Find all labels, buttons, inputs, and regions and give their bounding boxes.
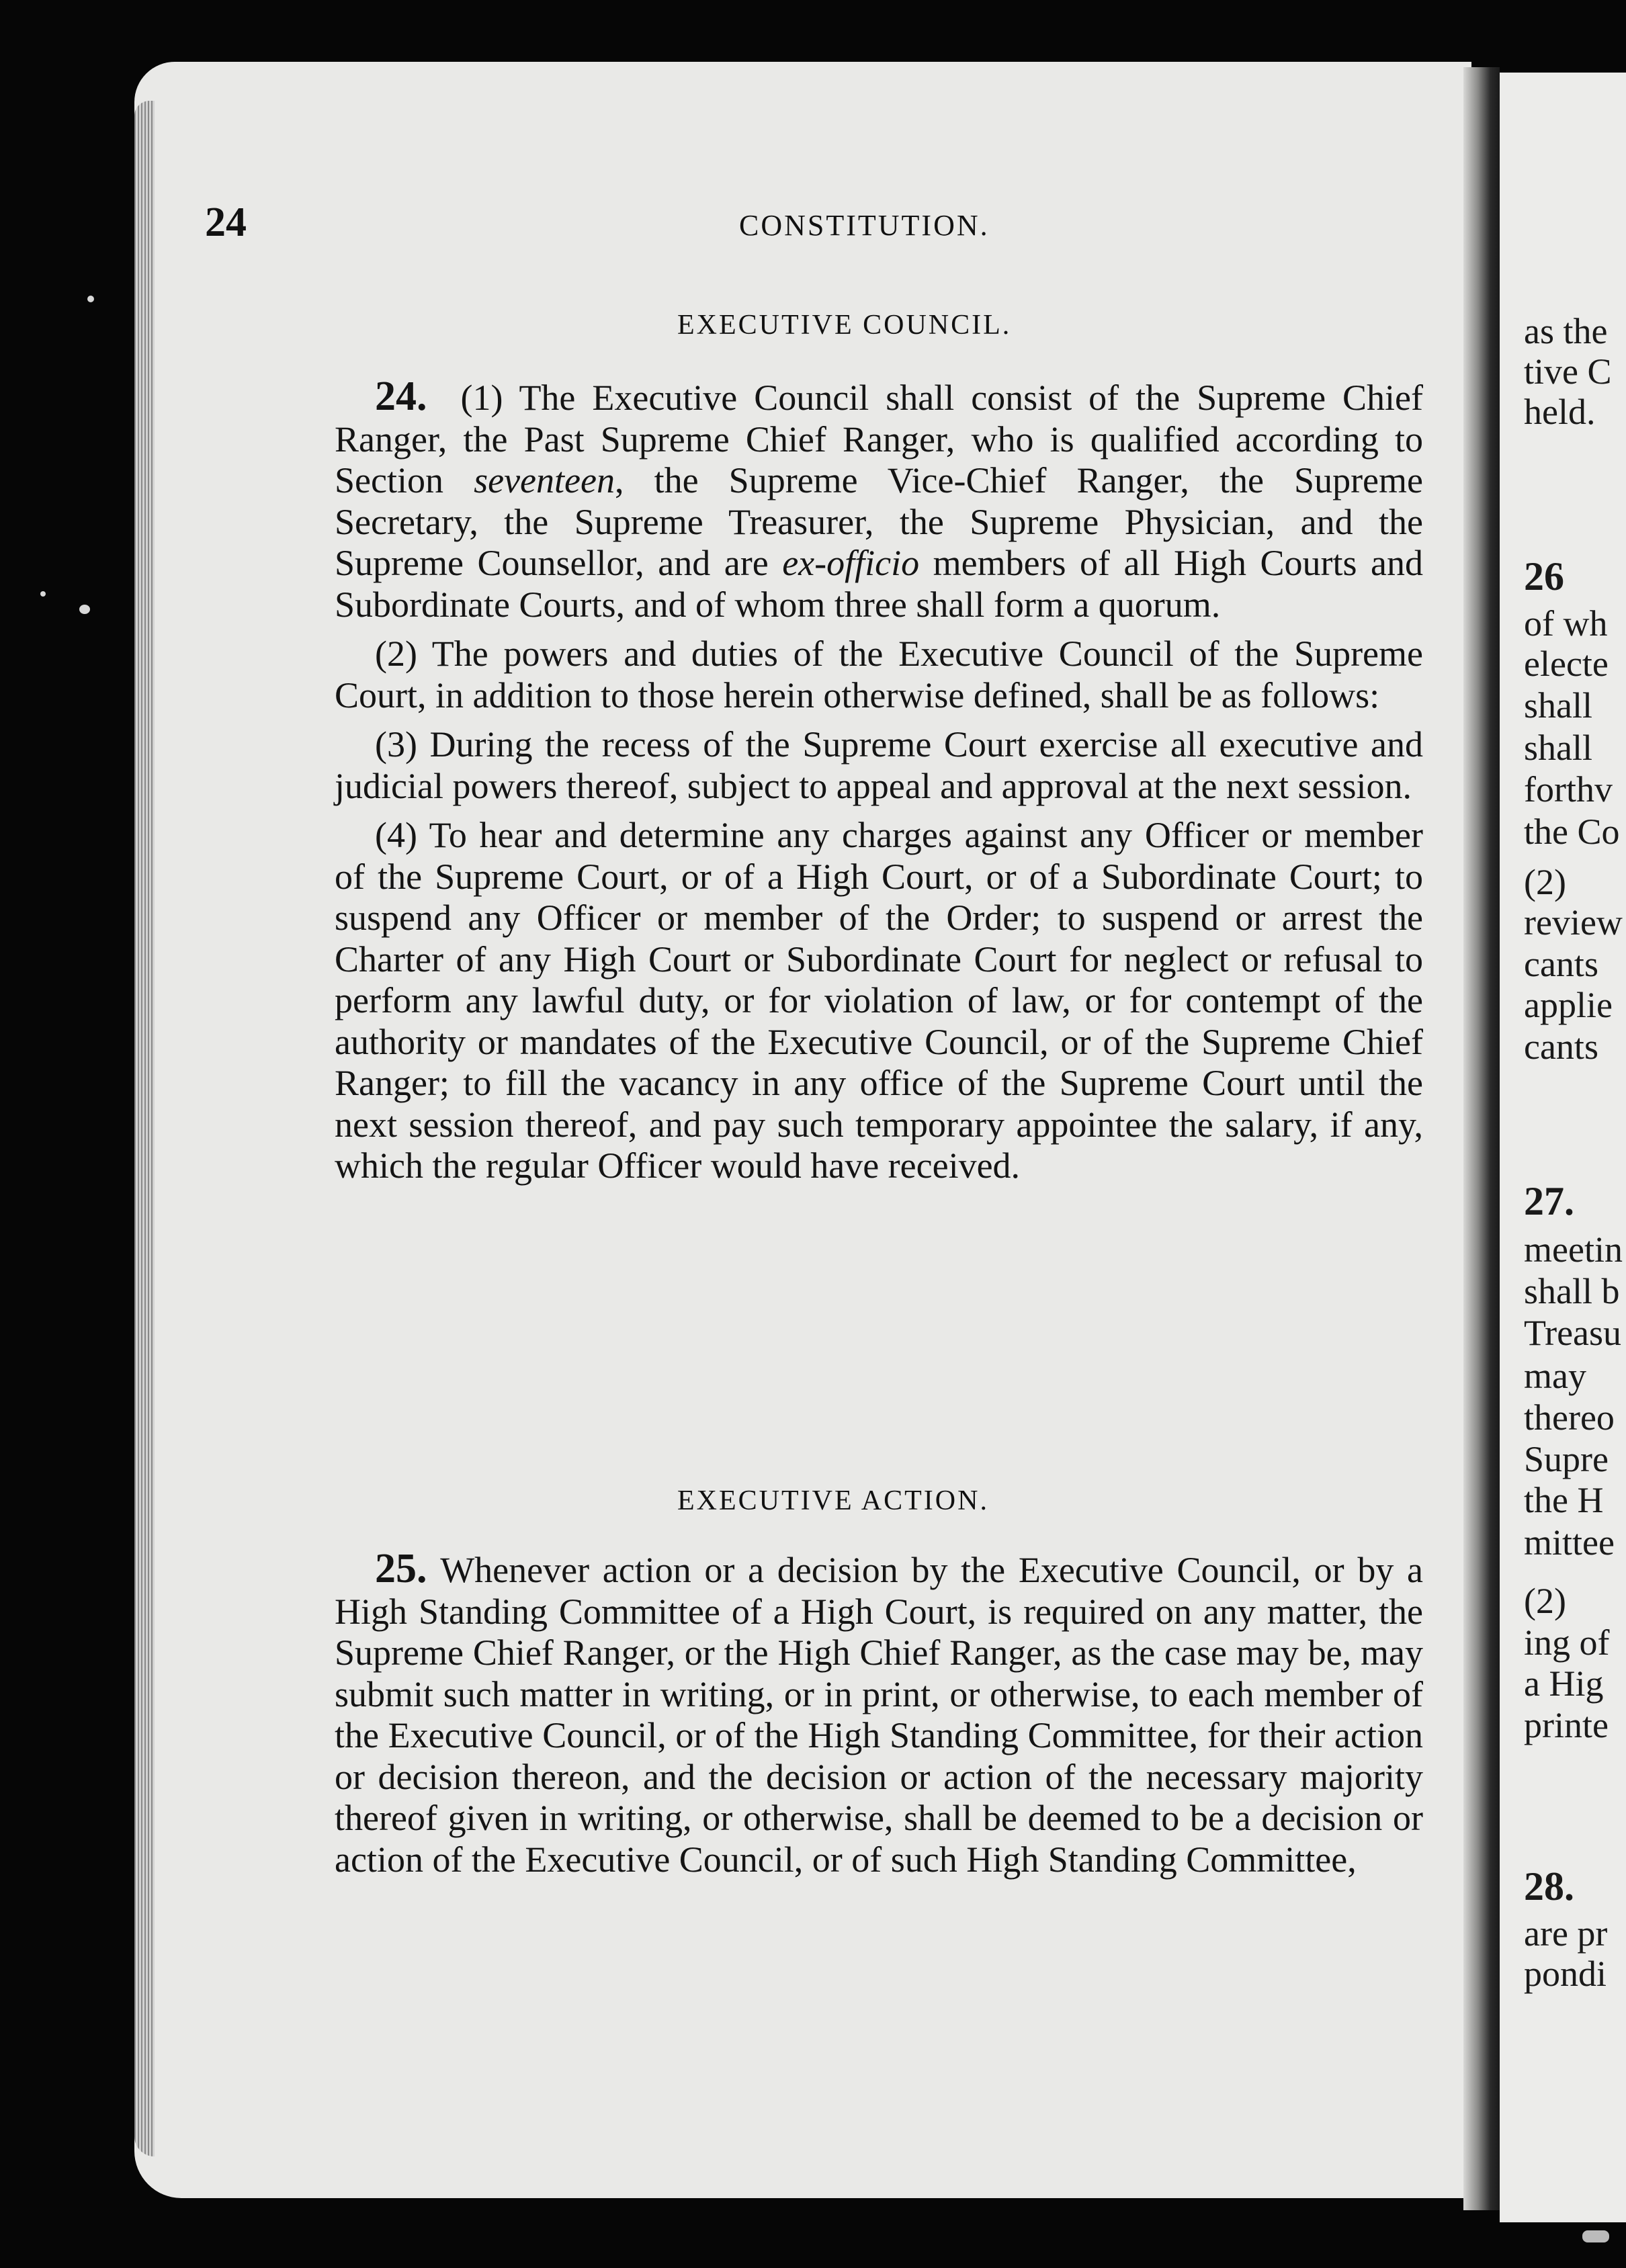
section-25-para-1 [335,1546,1424,1880]
book-gutter [1463,67,1500,2210]
facing-text: the H [1524,1480,1604,1520]
facing-text: mittee [1524,1522,1615,1563]
facing-text: meetin [1524,1229,1623,1270]
facing-text: pondi [1524,1954,1607,1994]
facing-text: a Hig [1524,1663,1604,1704]
facing-page [1500,73,1626,2222]
facing-section-number: 28. [1524,1864,1574,1909]
section-heading: EXECUTIVE ACTION. [677,1485,989,1516]
scan-speck [79,605,90,614]
section-number: 24. [375,374,427,419]
paragraph-text: (3) During the recess of the Supreme Court exercise all executive and judicial powers thereof, subject to appeal and approval at the next session. [335,724,1423,806]
facing-text: printe [1524,1705,1609,1745]
page-edge [134,101,155,2156]
facing-text: cants [1524,944,1598,984]
facing-section-number: 26 [1524,554,1564,599]
facing-text: forthv [1524,769,1613,810]
facing-text: thereo [1524,1397,1615,1438]
facing-text: may [1524,1356,1586,1396]
facing-text: Treasu [1524,1313,1622,1353]
paragraph-text: (1) The Executive Council shall consist of the Supreme Chief Ranger, the Past Supreme Chief Ranger, who is qualified according to Section seventeen, the Supreme Vice-Chief Ranger, the Supreme Secretary, the Supreme Treasurer, the Supreme Physician, and the Supreme Counsellor, and are ex-officio members of all High Courts and Subordinate Courts, and of whom three shall form a quorum. [335,378,1423,625]
facing-text: Supre [1524,1439,1609,1479]
facing-text: shall [1524,728,1592,768]
facing-text: electe [1524,644,1609,684]
page-number: 24 [205,200,247,245]
facing-text: shall b [1524,1271,1620,1311]
facing-text: (2) [1524,1581,1566,1621]
section-heading: EXECUTIVE COUNCIL. [677,310,1012,341]
facing-text: cants [1524,1027,1598,1067]
facing-text: held. [1524,392,1596,432]
facing-section-number: 27. [1524,1179,1574,1223]
facing-text: are pr [1524,1913,1608,1954]
section-24-para-2 [335,634,1423,716]
facing-text: ing of [1524,1622,1610,1663]
paragraph-text: Whenever action or a decision by the Executive Council, or by a High Standing Committee of a High Court, is required on any matter, the Supreme Chief Ranger, or the High Chief Ranger, as the case may be, may submit such matter in writing, or in print, or otherwise, to each member of the Executive Council, or of the High Standing Committee, for their action or decision thereon, and the decision or action of the necessary majority thereof given in writing, or otherwise, shall be deemed to be a decision or action of the Executive Council, or of such High Standing Committee, [335,1550,1424,1880]
facing-text: of wh [1524,603,1608,644]
paragraph-text: (2) The powers and duties of the Executive Council of the Supreme Court, in addition to those herein otherwise defined, shall be as follows: [335,634,1423,715]
running-head: CONSTITUTION. [739,209,990,242]
section-number: 25. [375,1546,427,1591]
facing-text: tive C [1524,351,1612,392]
facing-text: review [1524,902,1623,943]
facing-text: shall [1524,685,1592,726]
section-24-para-4 [335,815,1423,1187]
facing-text: (2) [1524,862,1566,902]
section-25-body [335,1546,1424,1880]
scan-speck [40,591,46,597]
section-24-para-1 [335,376,1423,625]
facing-text: as the [1524,311,1608,351]
scan-speck [87,296,94,302]
section-24-body [335,376,1423,1187]
section-24-para-3 [335,724,1423,807]
paragraph-text: (4) To hear and determine any charges against any Officer or member of the Supreme Court, or of a High Court, or of a Subordinate Court; to suspend any Officer or member of the Order; to suspend or arrest the Charter of any High Court or Subordinate Court for neglect or refusal to perform any lawful duty, or for violation of law, or for contempt of the authority or mandates of the Executive Council, or of the Supreme Chief Ranger; to fill the vacancy in any office of the Supreme Court until the next session thereof, and pay such temporary appointee the salary, if any, which the regular Officer would have received. [335,815,1423,1186]
facing-text: the Co [1524,812,1620,852]
facing-text: applie [1524,985,1613,1025]
scan-speck [1582,2230,1609,2242]
